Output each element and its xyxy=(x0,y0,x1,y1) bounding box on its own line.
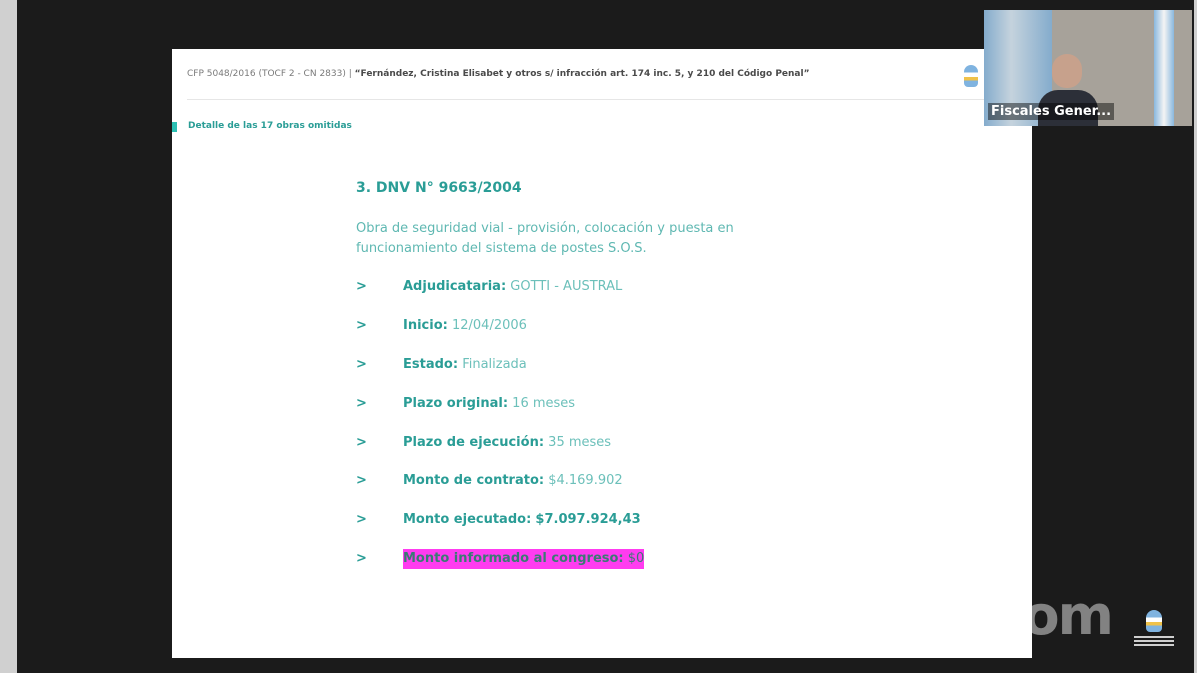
participant-head xyxy=(1052,54,1082,88)
item-value: $0 xyxy=(627,551,645,566)
highlighted-text xyxy=(403,549,644,569)
item-label: Inicio: xyxy=(403,318,448,333)
chevron-right-icon: > xyxy=(356,396,367,411)
item-value: 35 meses xyxy=(548,435,612,450)
item-label: Monto de contrato: xyxy=(403,473,545,488)
section-label: Detalle de las 17 obras omitidas xyxy=(188,121,352,131)
slide-title: 3. DNV N° 9663/2004 xyxy=(356,180,522,196)
chevron-right-icon: > xyxy=(356,318,367,333)
header-divider xyxy=(187,99,1017,100)
chevron-right-icon: > xyxy=(356,512,367,527)
item-label: Plazo original: xyxy=(403,396,509,411)
shared-screen-slide xyxy=(172,49,1032,658)
chevron-right-icon: > xyxy=(356,473,367,488)
item-value: 12/04/2006 xyxy=(451,318,527,333)
item-value: Finalizada xyxy=(462,357,527,372)
section-marker xyxy=(172,122,177,132)
item-value: GOTTI - AUSTRAL xyxy=(510,279,623,294)
item-label: Estado: xyxy=(403,357,459,372)
item-label: Monto informado al congreso: xyxy=(403,551,624,566)
window-border-left xyxy=(0,0,17,673)
chevron-right-icon: > xyxy=(356,435,367,450)
case-number: CFP 5048/2016 (TOCF 2 - CN 2833) | xyxy=(187,69,352,79)
item-value: 16 meses xyxy=(512,396,576,411)
zoom-watermark: zoom xyxy=(958,584,1112,647)
chevron-right-icon: > xyxy=(356,551,367,566)
chevron-right-icon: > xyxy=(356,279,367,294)
participant-name: Fiscales Gener... xyxy=(988,103,1114,120)
slide-header xyxy=(187,69,972,79)
item-value: $7.097.924,43 xyxy=(535,512,641,527)
item-label: Monto ejecutado: xyxy=(403,512,532,527)
argentina-seal-icon xyxy=(964,65,978,87)
item-value: $4.169.902 xyxy=(548,473,623,488)
slide-description: Obra de seguridad vial - provisión, colocación y puesta en funcionamiento del sistema de postes S.O.S. xyxy=(356,221,734,256)
chevron-right-icon: > xyxy=(356,357,367,372)
ministerio-publico-logo-icon xyxy=(1134,610,1174,656)
flag-background-2 xyxy=(1154,10,1174,126)
participant-video-tile[interactable] xyxy=(984,10,1192,126)
item-label: Adjudicataria: xyxy=(403,279,507,294)
case-title: “Fernández, Cristina Elisabet y otros s/ infracción art. 174 inc. 5, y 210 del Código Penal” xyxy=(354,69,810,79)
item-label: Plazo de ejecución: xyxy=(403,435,545,450)
